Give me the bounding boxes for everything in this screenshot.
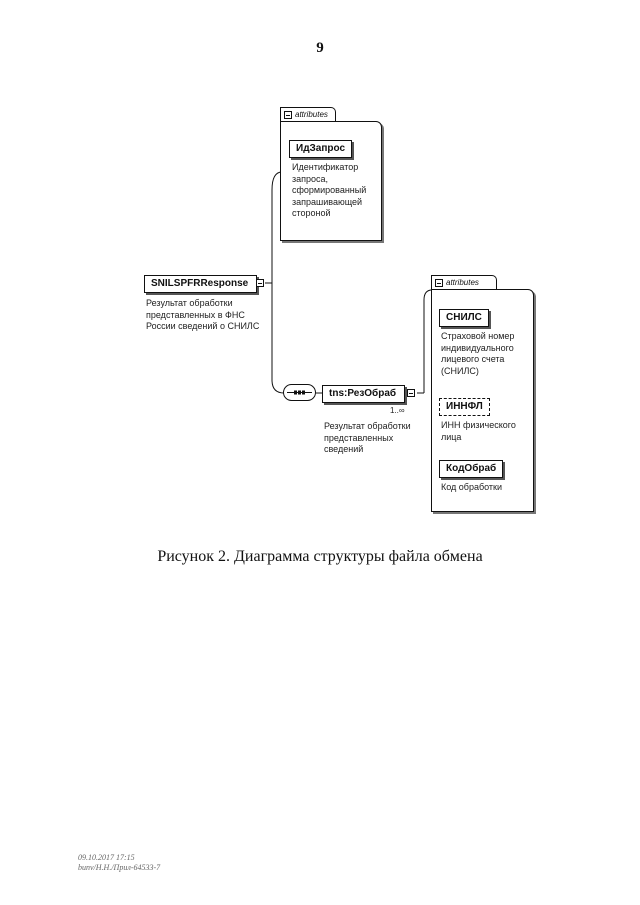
child-cardinality: 1..∞	[390, 406, 405, 415]
root-attributes-tab[interactable]	[280, 107, 336, 121]
attribute-node-kodobrab[interactable]: КодОбраб	[439, 460, 503, 478]
child-collapse-icon[interactable]	[407, 389, 415, 397]
page-number: 9	[316, 40, 324, 56]
figure-caption: Рисунок 2. Диаграмма структуры файла обмена	[157, 548, 483, 565]
attribute-description-snils: Страховой номер индивидуального лицевого счета (СНИЛС)	[441, 331, 515, 376]
attribute-node-snils[interactable]: СНИЛС	[439, 309, 489, 327]
child-attributes-label: attributes	[446, 278, 479, 287]
attribute-node-innfl[interactable]: ИННФЛ	[439, 398, 490, 416]
attribute-description-innfl: ИНН физического лица	[441, 420, 516, 442]
root-element-name: SNILSPFRResponse	[151, 278, 249, 289]
attribute-description: Идентификатор запроса, сформированный запрашивающей стороной	[292, 162, 367, 218]
child-element-node[interactable]	[322, 385, 405, 403]
root-attributes-label: attributes	[295, 110, 328, 119]
collapse-icon[interactable]	[284, 111, 292, 119]
attribute-description-kodobrab: Код обработки	[441, 482, 503, 492]
child-element-description: Результат обработки представленных сведений	[324, 421, 411, 454]
root-element-node[interactable]	[144, 275, 257, 293]
root-element-description: Результат обработки представленных в ФНС России сведений о СНИЛС	[146, 298, 260, 331]
child-element-name: tns:РезОбраб	[329, 388, 397, 399]
child-attributes-tab[interactable]	[431, 275, 497, 289]
sequence-connector-icon[interactable]	[283, 384, 317, 402]
footer-stamp	[78, 853, 160, 873]
footer-date: 09.10.2017 17:15	[78, 853, 135, 862]
attribute-node[interactable]: ИдЗапрос	[289, 140, 352, 158]
collapse-icon[interactable]	[435, 279, 443, 287]
footer-ref: bunv/Н.Н./Прил-64533-7	[78, 863, 161, 872]
root-collapse-icon[interactable]	[256, 279, 264, 287]
